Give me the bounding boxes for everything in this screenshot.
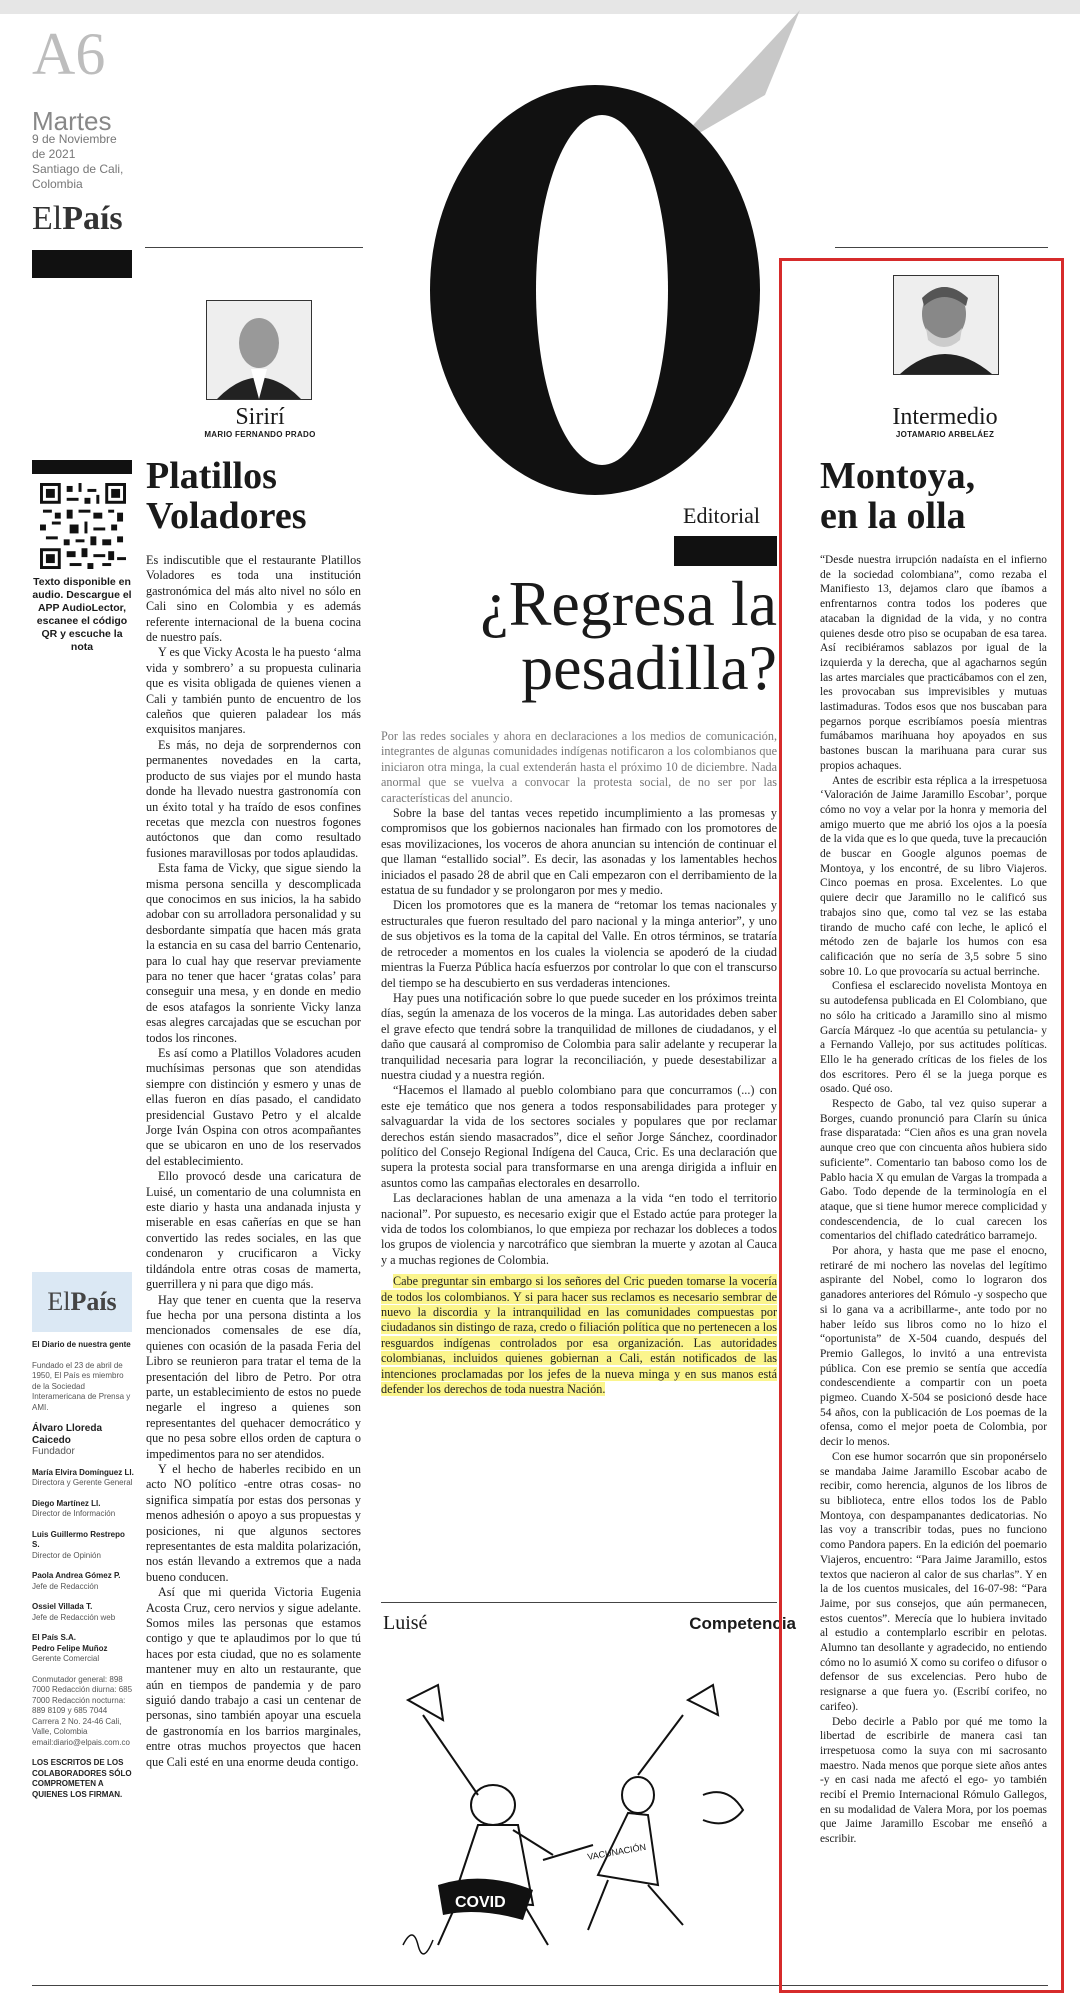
header-black-bar [32, 250, 132, 278]
masthead-logo-box: ElPaís [32, 1272, 132, 1332]
editorial-paragraph: “Hacemos el llamado al pueblo colombiano para que concurramos (...) con este eje temático que nos genera a todos responsabilidades para proteger y salvaguardar la vida de los sectores sociales y populares que por reclamar derechos están siendo masacrados”, dice el señor Jorge Sánchez, coordinador político del Consejo Regional Indígena del Cauca, Cric. Es una declaración que supera la protesta social para transformarse en una arenga dirigida a influir en asuntos como las campañas electorales en desarrollo. [381, 1083, 777, 1190]
editorial-section-label: Editorial [683, 503, 760, 528]
staff-name: Ossiel Villada T. [32, 1602, 93, 1611]
siriri-headline: Platillos Voladores [146, 455, 307, 537]
cartoon-title: Competencia [689, 1614, 796, 1633]
staff-role: Directora y Gerente General [32, 1478, 133, 1487]
page-number: A6 [32, 21, 106, 87]
article-paragraph: Es indiscutible que el restaurante Platillos Voladores es toda una institución gastronómica del más alto nivel no sólo en Cali sino en Colombia y es además referente internacional de la buena cocina de nuestro país. [146, 553, 361, 645]
masthead-founded: Fundado el 23 de abril de 1950, El País es miembro de la Sociedad Interamericana de Prensa y AMI. [32, 1360, 131, 1412]
editorial-title: ¿Regresa la pesadilla? [480, 568, 777, 703]
el-pais-logo: ElPaís [32, 200, 123, 237]
editorial-body [381, 729, 777, 1397]
editorial-black-bar [674, 536, 777, 566]
qr-caption: Texto disponible en audio. Descargue el APP AudioLector, escanee el código QR y escuche la nota [32, 576, 132, 653]
cartoon-label-vacunacion: VACUNACIÓN [586, 1841, 647, 1862]
masthead-contacts: Conmutador general: 898 7000 Redacción diurna: 685 7000 Redacción nocturna: 889 8109 y 685 7044 Carrera 2 No. 24-46 Cali, Valle, Colombia email:diario@elpais.com.co [32, 1674, 133, 1747]
editorial-lead: Por las redes sociales y ahora en declaraciones a los medios de comunicación, integrantes de algunas comunidades indígenas notificaron a los colombianos que iniciaron otra minga, la cual extenderán hasta el próximo 10 de diciembre. Nada anormal que se vuelva a convocar la protesta social, de no ser por las características del anuncio. [381, 729, 777, 805]
article-paragraph: Esta fama de Vicky, que sigue siendo la misma persona sencilla y descomplicada que conocimos en sus inicios, la ha sabido adobar con su arrolladora personalidad y su desbordante simpatía que hacen más grata la estancia en su casa del barrio Centenario, para lo cual hay que reservar previamente para no tener que hacer ‘gratas colas’ para conseguir una mesa, y en donde en medio de esos atafagos la sonriente Vicky lanza esas alegres carcajadas que se escuchan por todos los rincones. [146, 861, 361, 1045]
masthead-founder-role: Fundador [32, 1446, 75, 1457]
editorial-paragraph: Sobre la base del tantas veces repetido incumplimiento a las promesas y compromisos que los gobiernos nacionales han firmado con los promotores de esas movilizaciones, los voceros de ahora anuncian su intención de continuar el que llaman “estallido social”. Es decir, las asonadas y los lamentables hechos iniciados el pasado 28 de abril que en Cali empezaron con el derribamiento de la estatua de su fundador y se prolongaron por mes y medio. [381, 806, 777, 898]
cartoon-signature [403, 1935, 433, 1954]
staff-entry [32, 1602, 134, 1623]
staff-role: Jefe de Redacción [32, 1581, 99, 1591]
masthead-company: El País S.A. [32, 1633, 77, 1642]
cartoon-drawing [383, 1645, 778, 1965]
siriri-article-body [146, 553, 361, 1770]
masthead-commercial-role: Gerente Comercial [32, 1654, 100, 1663]
staff-role: Director de Información [32, 1509, 116, 1518]
staff-name: Paola Andrea Gómez P. [32, 1571, 121, 1580]
masthead-founder-name: Álvaro Lloreda Caicedo [32, 1423, 103, 1446]
article-paragraph: Y el hecho de haberles recibido en un acto NO político -entre otras cosas- no significa simpatía por estas dos personas y menos adhesión o apoyo a sus propuestas y posiciones, ni que algunos sectores representantes de esta maldita polarización, nos están llevando a extremos que a nada bueno conducen. [146, 1461, 361, 1584]
article-paragraph: Es más, no deja de sorprendernos con permanentes novedades en la carta, producto de sus viajes por el mundo hasta donde ha llevado nuestra gastronomía con un éxito total y ha traído de esos confines recetas que mezcla con nuestros fogones autóctonos que dan como resultado fusiones maravillosas por todos aplaudidas. [146, 737, 361, 860]
article-paragraph: Antes de escribir esta réplica a la irrespetuosa ‘Valoración de Jaime Jaramillo Escobar’, porque cómo no voy a velar por la honra y memoria del amigo muerto que me abrió los ojos a la poesía de la vida que es lo que queda, tuve la precaución de buscar en Google algunos poemas de Montoya, y los encontré, de su libro Viajeros. Cinco poemas en prosa. Excelentes. Lo que quiere decir que Jaramillo no le calificó sus trabajos sino que, como tal vez se las estaba tirando de mucho café con leche, le aplicó el método zen de bajarle los humos con esa calificación que no sería de 3,5 sobre 5 sino sobre 10. Lo que provocaría su actual berrinche. [820, 774, 1047, 978]
staff-entry [32, 1499, 134, 1520]
editorial-paragraph: Hay pues una notificación sobre lo que puede suceder en los próximos treinta días, según la amenaza de los voceros de la minga. Las autoridades deben saber el grave efecto que tendrá sobre la tranquilidad de millones de ciudadanos, y el daño que causará al compromiso de Colombia para salir adelante y recuperar la tranquilidad necesaria para lograr la reconciliación, y puede desestabilizar a nuestra ciudad y a nuestra región. [381, 990, 777, 1082]
cartoon-artist: Luisé [383, 1612, 428, 1634]
staff-role: Director de Opinión [32, 1550, 101, 1560]
header-rule-left [145, 247, 363, 248]
date-place: 9 de Noviembre de 2021 Santiago de Cali, Colombia [32, 132, 124, 191]
article-paragraph: “Desde nuestra irrupción nadaísta en el infierno de la sociedad colombiana”, como rezaba el Manifiesto 13, dejamos claro que íbamos a enfrentarnos contra todos los poderes que atacaban la dignidad de la vida, y no contra quienes desde otro piso se ocupaban de esa tarea. Así recibiéramos sablazos por igual de la izquierda y la derecha, que al agacharnos según las artes marciales que practicábamos con el zen, les provocaban sus imprevisibles y mutuas lastimaduras. Todos esos que nos buscaban para pegarnos porque escribíamos poesía mientras fumábamos marihuana hoy apoyados en sus bastones buscan la marihuana para curar sus propios achaques. [820, 554, 1047, 772]
opinion-big-o-graphic [370, 0, 820, 510]
header-rule-right [835, 247, 1048, 248]
staff-entry [32, 1468, 134, 1489]
sidebar-black-bar [32, 460, 132, 474]
column-name-intermedio: Intermedio [892, 404, 998, 430]
article-paragraph: Y es que Vicky Acosta le ha puesto ‘alma vida y sombrero’ a su propuesta culinaria que es visita obligada de quienes vienen a Cali y también punto de encuentro de los caleños que quieren paladear los más exquisitos manjares. [146, 645, 361, 737]
staff-name: Luis Guillermo Restrepo S. [32, 1529, 125, 1549]
article-paragraph: Así que mi querida Victoria Eugenia Acosta Cruz, cero nervios y sigue adelante. Somos miles las personas que estamos contigo y que te aplaudimos por lo que tú haces por esta ciudad, que no es solamente mantener muy en alto un restaurante, que aún en tiempos de pandemia y de paro siguió dando trabajo a casi un centenar de personas, sino también apoyar una escuela de gastronomía en los barrios marginales, entre otras muchos proyectos que hacen que Cali esté en una enorme deuda contigo. [146, 1585, 361, 1769]
author-name-intermedio: JOTAMARIO ARBELÁEZ [895, 430, 995, 439]
highlight-frame-intermedio [779, 258, 1064, 1993]
staff-role: Jefe de Redacción web [32, 1612, 116, 1622]
masthead-disclaimer: LOS ESCRITOS DE LOS COLABORADORES SÓLO COMPROMETEN A QUIENES LOS FIRMAN. [32, 1758, 132, 1799]
masthead-info [32, 1340, 134, 1800]
staff-entry [32, 1530, 134, 1562]
highlight-mark: Cabe preguntar sin embargo si los señores del Cric pueden tomarse la vocería de todos los colombianos. Y si para hacer sus reclamos es necesario sembrar de nuevo la discordia y la intranquilidad en las comunidades compuestas por ciudadanos sin distingo de raza, credo o filiación política que no pertenecen a los resguardos indígenas controlados por esa organización. Las autoridades colombianas, incluidos quienes gobiernan a Cali, están notificados de las intenciones proclamadas por los jefes de la nueva minga y en sus manos está defender los derechos de toda nuestra Nación. [381, 1274, 777, 1397]
editorial-paragraph: Dicen los promotores que es la manera de “retomar los temas nacionales y estructurales que fueron resultado del paro nacional y la minga anterior”, y uno de sus objetivos es la toma de la capital del Valle. En otros términos, se trataría de retroceder a momentos en los cuales la violencia se apoderó de la ciudad mientras la Fuerza Pública hacía esfuerzos por controlar lo que con el transcurso del tiempo se ha descubierto en sus verdaderas intenciones. [381, 898, 777, 990]
article-paragraph: Con ese humor socarrón que sin proponérselo se mandaba Jaime Jaramillo Escobar acabo de recibir, como herencia, algunos de los libros de su biblioteca, entre ellos todos los de Pablo Montoya, con despampanantes dedicatorias. No las voy a transcribir todas, pues no funciono como Pandora papers. En la edición del poemario Viajeros, encuentro: “Para Jaime Jaramillo, estos textos que nacieron al calor de sus charlas”. Y en la de los cuentos musicales, del 16-07-98: “Para Jaime, por sus consejos, que aún permanecen, estos cuentos”. Merecía que lo hubiera invitado al estudio a contemplarlo escribir en pelotas. Alumno tan desollante y agradecido, no entiendo cómo no lo asumió X como su corifeo o difusor o defensor de sus excelencias. Pero hubo de resignarse a que fuera yo. (Escribí corifeo, no carifeo). [820, 1450, 1047, 1713]
author-photo-mario-fernando-prado [206, 300, 312, 400]
qr-code-icon[interactable] [40, 483, 126, 569]
staff-entry [32, 1571, 134, 1592]
editorial-highlighted-paragraph [381, 1274, 777, 1397]
masthead-staff-list [32, 1468, 134, 1624]
author-name-siriri: MARIO FERNANDO PRADO [204, 430, 316, 439]
article-paragraph: Debo decirle a Pablo por qué me tomo la libertad de escribirle de manera casi tan irrespetuosa como la suya con mi sacrosanto maestro. Nada menos que porque siete años antes -y en casi nada me afectó el ego- yo también recibí el Premio Internacional Rómulo Gallegos, en su modalidad de Valera Mora, por los poemas que Jaime Jaramillo Escobar me enseñó a escribir. [820, 1715, 1047, 1846]
cartoon-label-covid: COVID [455, 1894, 506, 1911]
cartoon-rule [381, 1602, 777, 1603]
article-paragraph: Es así como a Platillos Voladores acuden muchísimas personas que son atendidas siempre con distinción y esmero y unas de ellas fueron en días pasado, el candidato presidencial Gustavo Petro y el alcalde Jorge Iván Ospina con otros acompañantes que se ubicaron en uno de los reservados del establecimiento. [146, 1046, 361, 1168]
column-name-siriri: Sirirí [235, 404, 285, 430]
article-paragraph: Respecto de Gabo, tal vez quiso superar a Borges, cuando pronunció para Clarín su única frase disparatada: “Cien años es una gran novela aunque creo que con cincuenta años hubiera sido suficiente”. Comentario tan baboso como los de Pablo hacia X qu emulan de Vargas la trompada a Gabo. Todo depende de la terminología en el ataque, que si tiene humor merece complicidad y condescendencia, de lo cual carecen los comentarios del chiflado catedrático barramejo. [820, 1098, 1047, 1243]
article-paragraph: Confiesa el esclarecido novelista Montoya en su autodefensa publicada en El Colombiano, que no sólo ha criticado a Jaramillo sino al mismo García Márquez -lo que acentúa su petulancia- y a Fernando Vallejo, por sus actitudes políticas. Ello le ha generado críticas de los fieles de los dos escritores. Pero él se la juega porque es osado. Qué oso. [820, 980, 1047, 1096]
article-paragraph: Hay que tener en cuenta que la reserva fue hecha por una persona distinta a los mencionados comensales de ese día, quienes con ocasión de la pasada Feria del Libro se reunieron para tratar el tema de la presentación del libro de Petro. Por otra parte, un establecimiento de estos no puede negarle el ingreso a quienes son representantes del quehacer democrático y que no pesa sobre ellos orden de captura o impedimentos para no ser atendidos. [146, 1292, 361, 1461]
intermedio-headline: Montoya, en la olla [820, 455, 976, 537]
article-paragraph: Ello provocó desde una caricatura de Luisé, un comentario de una columnista en este diario y hasta una andanada injusta y miserable en esas cañerías en que se han convertido las redes sociales, en las que condenaron y crucificaron a Vicky tildándola entre otras cosas de mamerta, guerrillera y ni para que digo más. [146, 1169, 361, 1292]
masthead-tagline: El Diario de nuestra gente [32, 1340, 131, 1349]
staff-name: Diego Martínez Ll. [32, 1498, 101, 1508]
editorial-paragraph: Las declaraciones hablan de una amenaza a la vida “en todo el territorio nacional”. Por supuesto, es necesario exigir que el Estado actúe para proteger la vida de todos los colombianos, lo que empieza por rechazar los dobleces a todos los grupos de violencia y narcotráfico que siembran la muerte y azotan al Cauca y a muchas regiones de Colombia. [381, 1191, 777, 1267]
staff-name: María Elvira Domínguez Ll. [32, 1467, 134, 1477]
masthead-commercial-name: Pedro Felipe Muñoz [32, 1643, 108, 1653]
weekday: Martes [32, 106, 112, 136]
article-paragraph: Por ahora, y hasta que me pase el enocno, retiraré de mi nochero las novelas del legítimo aspirante del Nobel, como lo lograron dos ganadores anteriores del Rómulo -y sospecho que si lo gana va a acribillarme-, ante todo por no haber leído sus libros como no lo hizo el “oportunista” de X-504 cuando, después del Premio Gallegos, lo invitó a una entrevista pública. Con ese premio se sentía que accedía condescendiente a compartir con un poeta pigmeo. Cuando X-504 se posicionó desde hace 54 años, con la publicación de Los poemas de la ofensa, como el mejor poeta de Colombia, por decir lo menos. [820, 1245, 1047, 1449]
